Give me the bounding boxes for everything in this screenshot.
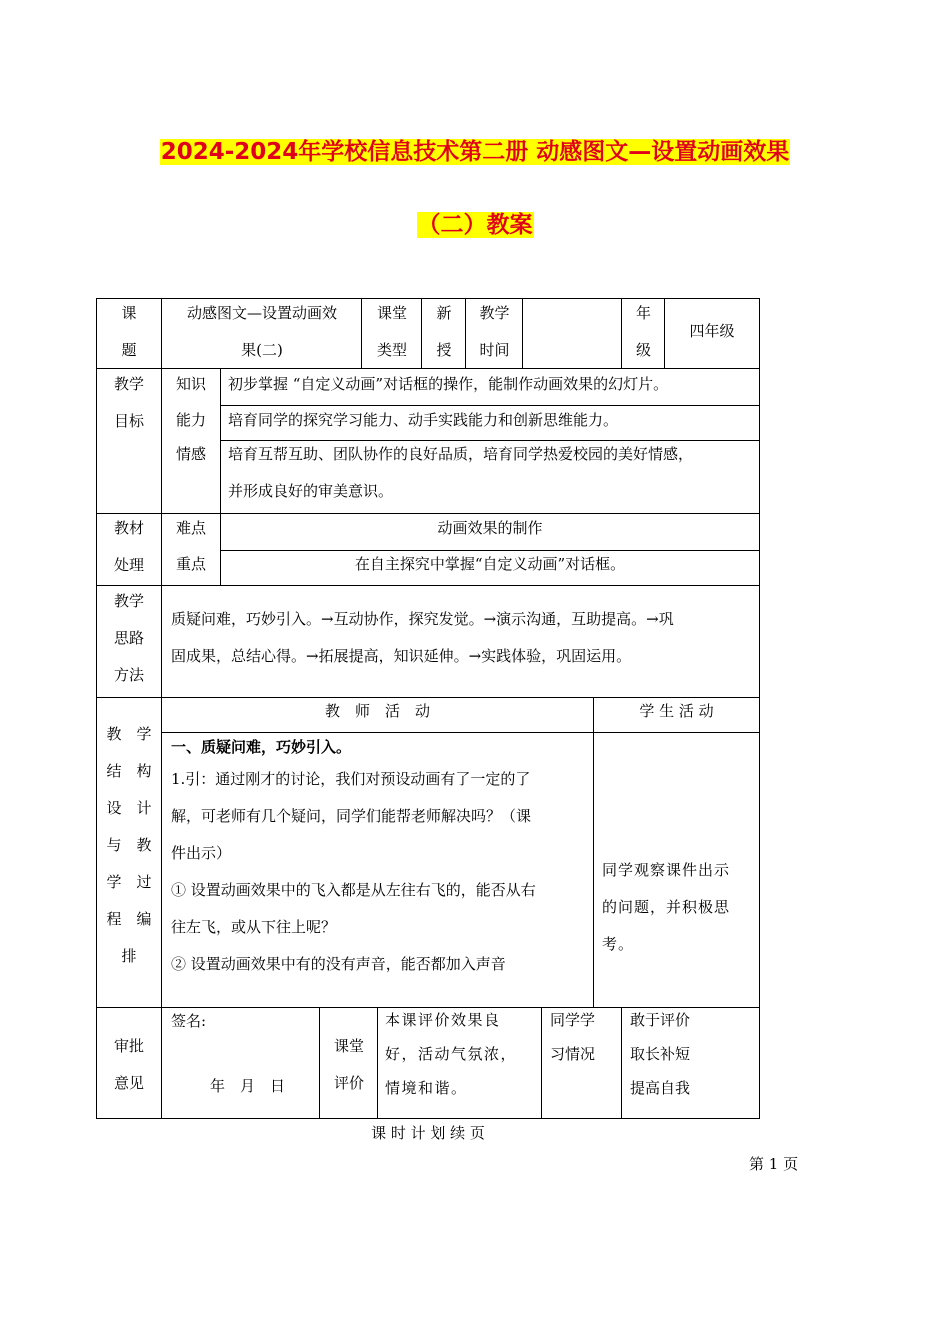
class-type-label: 课堂 类型 bbox=[376, 304, 407, 359]
student-study-text: 敢于评价 取长补短 提高自我 bbox=[630, 1011, 691, 1097]
difficult-point-text: 动画效果的制作 bbox=[437, 519, 543, 537]
emotion-label: 情感 bbox=[175, 445, 206, 463]
process-label: 教 学 结 构 设 计 与 教 学 过 程 编 排 bbox=[106, 725, 152, 965]
student-study-label: 同学学 习情况 bbox=[550, 1011, 596, 1063]
material-label: 教材 处理 bbox=[113, 519, 144, 574]
key-point-text: 在自主探究中掌握“自定义动画”对话框。 bbox=[354, 555, 626, 573]
course-label: 课 题 bbox=[121, 304, 137, 359]
signature-date: 年 月 日 bbox=[210, 1077, 286, 1095]
grade-value: 四年级 bbox=[689, 322, 735, 340]
teacher-activity-header: 教 师 活 动 bbox=[324, 702, 430, 720]
teaching-time-label: 教学 时间 bbox=[479, 304, 510, 359]
document-title-line-1: 2024-2024年学校信息技术第二册 动感图文—设置动画效果 bbox=[160, 139, 790, 165]
ability-label: 能力 bbox=[175, 411, 206, 429]
signature-label: 签名: bbox=[171, 1012, 207, 1030]
student-activity-header: 学 生 活 动 bbox=[639, 702, 714, 720]
difficult-point-label: 难点 bbox=[175, 519, 206, 537]
class-evaluation-label: 课堂 评价 bbox=[333, 1037, 364, 1092]
key-point-label: 重点 bbox=[175, 555, 206, 573]
emotion-text: 培育互帮互助、团队协作的良好品质，培育同学热爱校园的美好情感， 并形成良好的审美意识。 bbox=[228, 445, 694, 500]
approach-text: 质疑问难，巧妙引入。→互动协作，探究发觉。→演示沟通，互助提高。→巩 固成果，总结心得。→拓展提高，知识延伸。→实践体验，巩固运用。 bbox=[171, 610, 674, 665]
section-title: 一、质疑问难，巧妙引入。 bbox=[171, 738, 352, 756]
teacher-activity-text: 1.引：通过刚才的讨论，我们对预设动画有了一定的了 解，可老师有几个疑问，同学们能帮老师解决吗？（课 件出示） ① 设置动画效果中的飞入都是从左往右飞的，能否从右 往左飞，或从下往上呢？ ② 设置动画效果中有的没有声音，能否都加入声音 bbox=[171, 770, 536, 973]
goals-label: 教学 目标 bbox=[113, 375, 144, 430]
page-number: 第 1 页 bbox=[749, 1155, 799, 1173]
approach-label: 教学 思路 方法 bbox=[113, 592, 144, 684]
knowledge-label: 知识 bbox=[175, 375, 206, 393]
continue-page-label: 课 时 计 划 续 页 bbox=[371, 1124, 485, 1142]
ability-text: 培育同学的探究学习能力、动手实践能力和创新思维能力。 bbox=[228, 411, 619, 429]
grade-label: 年 级 bbox=[635, 304, 651, 359]
knowledge-text: 初步掌握 “自定义动画”对话框的操作，能制作动画效果的幻灯片。 bbox=[228, 375, 669, 393]
document-title-line-2: （二）教案 bbox=[417, 212, 533, 238]
class-type-value: 新 授 bbox=[436, 304, 452, 359]
course-title: 动感图文—设置动画效 果(二) bbox=[186, 304, 337, 359]
class-evaluation-text: 本课评价效果良 好，活动气氛浓， 情境和谐。 bbox=[385, 1011, 518, 1097]
approval-label: 审批 意见 bbox=[113, 1037, 144, 1092]
student-activity-text: 同学观察课件出示 的问题，并积极思 考。 bbox=[602, 861, 731, 953]
